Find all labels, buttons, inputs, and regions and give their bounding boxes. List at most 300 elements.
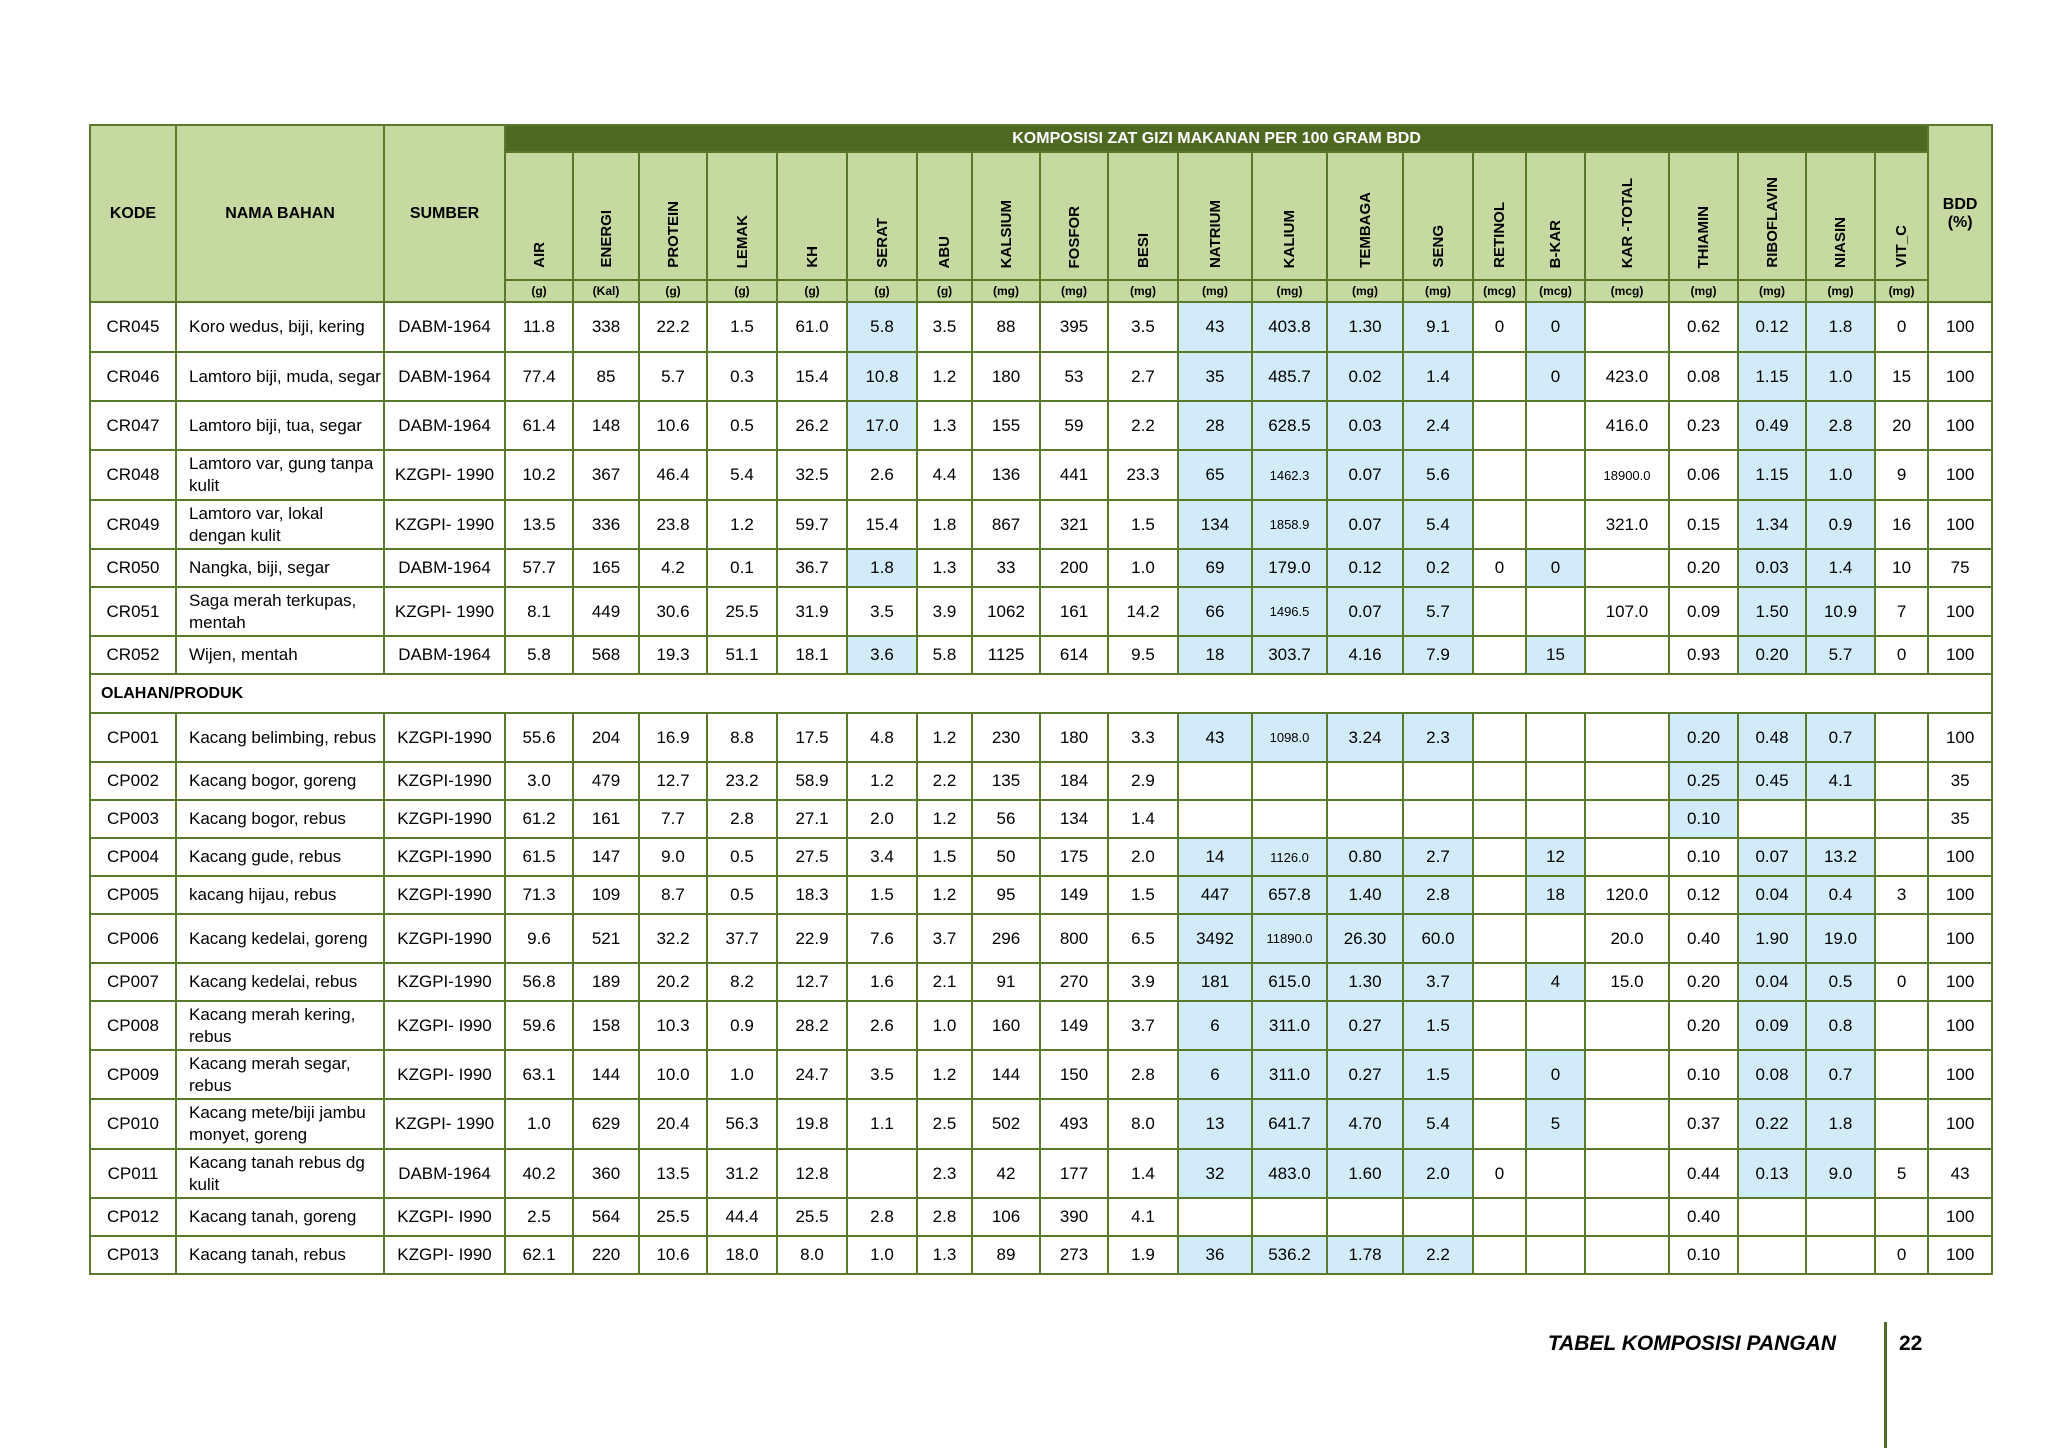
header-unit: (mcg) — [1526, 280, 1585, 302]
cell-bdd: 75 — [1928, 549, 1992, 587]
cell-value: 0 — [1526, 549, 1585, 587]
cell-value: 144 — [573, 1050, 639, 1099]
cell-value: 5.8 — [917, 636, 972, 674]
cell-value: 2.3 — [1403, 713, 1473, 762]
cell-value: 0.3 — [707, 352, 777, 401]
cell-value: 5.7 — [639, 352, 707, 401]
cell-value: 59 — [1040, 401, 1108, 450]
cell-value — [1252, 762, 1327, 800]
cell-value: 25.5 — [707, 587, 777, 636]
header-unit: (mg) — [972, 280, 1040, 302]
nutrient-label: THIAMIN — [1695, 205, 1712, 268]
cell-value — [1526, 914, 1585, 963]
cell-value: 273 — [1040, 1236, 1108, 1274]
cell-value — [1585, 838, 1669, 876]
cell-value — [1526, 762, 1585, 800]
cell-value: 1.4 — [1806, 549, 1875, 587]
header-unit: (mg) — [1806, 280, 1875, 302]
table-row — [90, 1001, 1992, 1050]
cell-value: 61.2 — [505, 800, 573, 838]
header-nutrient — [917, 152, 972, 280]
cell-value: 9.1 — [1403, 302, 1473, 352]
cell-value: 19.0 — [1806, 914, 1875, 963]
cell-value: 16.9 — [639, 713, 707, 762]
cell-value: 1.5 — [1403, 1001, 1473, 1050]
cell-value: 57.7 — [505, 549, 573, 587]
cell-value — [1403, 1198, 1473, 1236]
cell-nama-bahan: Lamtoro var, lokal dengan kulit — [176, 500, 384, 549]
cell-value: 0.5 — [707, 838, 777, 876]
cell-value: 0.7 — [1806, 713, 1875, 762]
table-row — [90, 450, 1992, 500]
nutrient-label: ABU — [936, 235, 953, 268]
cell-kode: CP005 — [90, 876, 176, 914]
cell-value: 107.0 — [1585, 587, 1669, 636]
cell-value — [1585, 713, 1669, 762]
cell-value: 1496.5 — [1252, 587, 1327, 636]
header-unit: (Kal) — [573, 280, 639, 302]
cell-value: 423.0 — [1585, 352, 1669, 401]
cell-value: 0.12 — [1738, 302, 1806, 352]
cell-value: 0.9 — [707, 1001, 777, 1050]
cell-bdd: 100 — [1928, 636, 1992, 674]
cell-value: 0.10 — [1669, 800, 1738, 838]
cell-value: 336 — [573, 500, 639, 549]
cell-value: 0.20 — [1738, 636, 1806, 674]
cell-value: 18.0 — [707, 1236, 777, 1274]
cell-value: 7 — [1875, 587, 1928, 636]
cell-value: 1.4 — [1108, 800, 1178, 838]
cell-value: 150 — [1040, 1050, 1108, 1099]
table-row — [90, 876, 1992, 914]
cell-value: 58.9 — [777, 762, 847, 800]
header-unit: (mg) — [1403, 280, 1473, 302]
cell-value: 60.0 — [1403, 914, 1473, 963]
cell-value — [1585, 302, 1669, 352]
header-bdd: BDD (%) — [1928, 125, 1992, 302]
cell-value: 1.4 — [1403, 352, 1473, 401]
cell-bdd: 43 — [1928, 1149, 1992, 1198]
cell-kode: CP004 — [90, 838, 176, 876]
cell-value: 0.07 — [1327, 450, 1403, 500]
cell-value: 71.3 — [505, 876, 573, 914]
cell-value: 184 — [1040, 762, 1108, 800]
cell-value — [1526, 800, 1585, 838]
cell-value — [1585, 1050, 1669, 1099]
cell-value: 0.20 — [1669, 963, 1738, 1001]
section-label: OLAHAN/PRODUK — [90, 674, 1992, 713]
cell-value: 0.20 — [1669, 549, 1738, 587]
nutrient-label: KALSIUM — [997, 199, 1015, 268]
cell-kode: CP002 — [90, 762, 176, 800]
cell-value: 9.0 — [1806, 1149, 1875, 1198]
cell-value — [1585, 1236, 1669, 1274]
cell-value: 2.2 — [1403, 1236, 1473, 1274]
cell-value: 800 — [1040, 914, 1108, 963]
cell-value: 0.22 — [1738, 1099, 1806, 1149]
header-unit: (g) — [917, 280, 972, 302]
cell-sumber: KZGPI- 1990 — [384, 500, 505, 549]
cell-sumber: KZGPI- I990 — [384, 1198, 505, 1236]
cell-value: 18.1 — [777, 636, 847, 674]
cell-value: 4.1 — [1806, 762, 1875, 800]
nutrient-label: SENG — [1429, 225, 1447, 268]
cell-value — [847, 1149, 917, 1198]
cell-value — [1585, 1198, 1669, 1236]
cell-value: 296 — [972, 914, 1040, 963]
table-row — [90, 1236, 1992, 1274]
cell-value: 1.2 — [707, 500, 777, 549]
cell-nama-bahan: kacang hijau, rebus — [176, 876, 384, 914]
nutrient-label: VIT_C — [1893, 225, 1911, 268]
cell-nama-bahan: Wijen, mentah — [176, 636, 384, 674]
cell-nama-bahan: Kacang bogor, goreng — [176, 762, 384, 800]
cell-value: 15.4 — [777, 352, 847, 401]
cell-value: 1.1 — [847, 1099, 917, 1149]
cell-value: 0.5 — [707, 401, 777, 450]
cell-bdd: 100 — [1928, 352, 1992, 401]
cell-value: 65 — [1178, 450, 1252, 500]
cell-value: 26.2 — [777, 401, 847, 450]
cell-value — [1526, 713, 1585, 762]
cell-value: 135 — [972, 762, 1040, 800]
footer-divider — [1884, 1322, 1887, 1448]
cell-value: 25.5 — [777, 1198, 847, 1236]
cell-bdd: 100 — [1928, 713, 1992, 762]
cell-nama-bahan: Kacang merah segar, rebus — [176, 1050, 384, 1099]
table-row — [90, 838, 1992, 876]
header-unit: (mg) — [1252, 280, 1327, 302]
cell-value: 1.0 — [1806, 450, 1875, 500]
cell-value: 62.1 — [505, 1236, 573, 1274]
cell-value: 20.2 — [639, 963, 707, 1001]
cell-value: 2.3 — [917, 1149, 972, 1198]
cell-value: 13.2 — [1806, 838, 1875, 876]
cell-value: 31.2 — [707, 1149, 777, 1198]
cell-value: 149 — [1040, 1001, 1108, 1050]
cell-value: 0.08 — [1738, 1050, 1806, 1099]
cell-kode: CR046 — [90, 352, 176, 401]
cell-value — [1875, 914, 1928, 963]
cell-value: 3.5 — [847, 1050, 917, 1099]
cell-value — [1875, 1099, 1928, 1149]
cell-value: 18900.0 — [1585, 450, 1669, 500]
cell-value: 161 — [1040, 587, 1108, 636]
cell-value: 1.90 — [1738, 914, 1806, 963]
cell-value: 10.2 — [505, 450, 573, 500]
cell-kode: CR047 — [90, 401, 176, 450]
cell-sumber: KZGPI- 1990 — [384, 1099, 505, 1149]
header-nutrient — [1108, 152, 1178, 280]
header-nutrient — [505, 152, 573, 280]
cell-value: 7.6 — [847, 914, 917, 963]
table-body — [90, 302, 1992, 1274]
cell-value: 1.0 — [707, 1050, 777, 1099]
header-unit: (mg) — [1669, 280, 1738, 302]
cell-value: 1.60 — [1327, 1149, 1403, 1198]
cell-value: 2.7 — [1403, 838, 1473, 876]
cell-value: 8.8 — [707, 713, 777, 762]
cell-value: 14 — [1178, 838, 1252, 876]
nutrient-label: B-KAR — [1547, 219, 1564, 268]
cell-value: 10.9 — [1806, 587, 1875, 636]
header-nutrient — [847, 152, 917, 280]
cell-kode: CR052 — [90, 636, 176, 674]
cell-value: 0.02 — [1327, 352, 1403, 401]
cell-nama-bahan: Kacang gude, rebus — [176, 838, 384, 876]
cell-value — [1585, 1149, 1669, 1198]
cell-value: 22.2 — [639, 302, 707, 352]
cell-value: 568 — [573, 636, 639, 674]
cell-value: 9 — [1875, 450, 1928, 500]
cell-value — [1585, 636, 1669, 674]
cell-value: 867 — [972, 500, 1040, 549]
cell-value: 0.37 — [1669, 1099, 1738, 1149]
cell-value: 2.8 — [1108, 1050, 1178, 1099]
cell-kode: CR048 — [90, 450, 176, 500]
header-unit: (mcg) — [1473, 280, 1526, 302]
cell-value: 32.5 — [777, 450, 847, 500]
cell-value: 2.8 — [1403, 876, 1473, 914]
nutrient-label: ENERGI — [597, 210, 615, 268]
cell-value: 5.4 — [707, 450, 777, 500]
cell-value — [1178, 762, 1252, 800]
header-nutrient — [639, 152, 707, 280]
cell-value: 44.4 — [707, 1198, 777, 1236]
cell-value: 0.40 — [1669, 914, 1738, 963]
cell-value: 161 — [573, 800, 639, 838]
cell-value: 30.6 — [639, 587, 707, 636]
cell-value: 2.1 — [917, 963, 972, 1001]
cell-value: 23.8 — [639, 500, 707, 549]
table-row — [90, 500, 1992, 549]
cell-value: 3492 — [1178, 914, 1252, 963]
cell-value: 1858.9 — [1252, 500, 1327, 549]
header-nutrient — [1178, 152, 1252, 280]
cell-value: 4.8 — [847, 713, 917, 762]
cell-value — [1806, 800, 1875, 838]
cell-value: 2.6 — [847, 1001, 917, 1050]
cell-kode: CR049 — [90, 500, 176, 549]
cell-nama-bahan: Kacang tanah, goreng — [176, 1198, 384, 1236]
cell-value — [1875, 762, 1928, 800]
cell-value — [1178, 1198, 1252, 1236]
cell-value: 55.6 — [505, 713, 573, 762]
cell-value: 0 — [1875, 963, 1928, 1001]
cell-value: 3.7 — [917, 914, 972, 963]
cell-value — [1327, 762, 1403, 800]
cell-value: 181 — [1178, 963, 1252, 1001]
cell-value — [1875, 713, 1928, 762]
header-nutrient — [972, 152, 1040, 280]
cell-bdd: 100 — [1928, 914, 1992, 963]
cell-value: 441 — [1040, 450, 1108, 500]
section-row — [90, 674, 1992, 713]
header-unit: (mg) — [1327, 280, 1403, 302]
cell-value: 0 — [1875, 1236, 1928, 1274]
cell-bdd: 100 — [1928, 1001, 1992, 1050]
cell-value: 19.8 — [777, 1099, 847, 1149]
cell-value — [1585, 549, 1669, 587]
cell-value: 2.4 — [1403, 401, 1473, 450]
cell-value: 338 — [573, 302, 639, 352]
cell-kode: CP008 — [90, 1001, 176, 1050]
cell-value: 1.30 — [1327, 963, 1403, 1001]
cell-value: 2.9 — [1108, 762, 1178, 800]
cell-nama-bahan: Kacang tanah rebus dg kulit — [176, 1149, 384, 1198]
cell-value: 1.50 — [1738, 587, 1806, 636]
cell-value — [1585, 762, 1669, 800]
cell-nama-bahan: Kacang merah kering, rebus — [176, 1001, 384, 1050]
cell-value: 35 — [1178, 352, 1252, 401]
header-unit: (mg) — [1738, 280, 1806, 302]
header-nutrient — [777, 152, 847, 280]
cell-kode: CP011 — [90, 1149, 176, 1198]
nutrient-label: AIR — [530, 242, 548, 268]
cell-value: 479 — [573, 762, 639, 800]
cell-value: 32.2 — [639, 914, 707, 963]
cell-value: 2.8 — [707, 800, 777, 838]
cell-value: 1.0 — [1806, 352, 1875, 401]
cell-value: 5 — [1875, 1149, 1928, 1198]
nutrient-label: BESI — [1134, 232, 1152, 268]
cell-value — [1526, 450, 1585, 500]
cell-value — [1526, 401, 1585, 450]
cell-value — [1473, 636, 1526, 674]
cell-value: 63.1 — [505, 1050, 573, 1099]
cell-value: 15 — [1875, 352, 1928, 401]
header-unit: (mcg) — [1585, 280, 1669, 302]
cell-bdd: 35 — [1928, 800, 1992, 838]
nutrient-label: FOSFOR — [1065, 205, 1083, 268]
cell-value: 614 — [1040, 636, 1108, 674]
cell-value: 22.9 — [777, 914, 847, 963]
header-unit: (g) — [639, 280, 707, 302]
cell-value: 1098.0 — [1252, 713, 1327, 762]
cell-value: 2.8 — [1806, 401, 1875, 450]
cell-value — [1585, 1099, 1669, 1149]
cell-value: 1.2 — [917, 876, 972, 914]
cell-value: 564 — [573, 1198, 639, 1236]
cell-value: 3.5 — [1108, 302, 1178, 352]
cell-value — [1875, 800, 1928, 838]
cell-value: 536.2 — [1252, 1236, 1327, 1274]
cell-value: 5 — [1526, 1099, 1585, 1149]
cell-value: 0.03 — [1327, 401, 1403, 450]
cell-value: 0 — [1473, 549, 1526, 587]
cell-value — [1252, 800, 1327, 838]
cell-sumber: KZGPI-1990 — [384, 713, 505, 762]
cell-value: 8.2 — [707, 963, 777, 1001]
group-header: KOMPOSISI ZAT GIZI MAKANAN PER 100 GRAM BDD — [505, 125, 1928, 152]
cell-value — [1526, 587, 1585, 636]
cell-value: 1.5 — [1108, 500, 1178, 549]
cell-value — [1526, 500, 1585, 549]
cell-value: 447 — [1178, 876, 1252, 914]
cell-value: 10.6 — [639, 1236, 707, 1274]
cell-value: 390 — [1040, 1198, 1108, 1236]
header-unit: (g) — [505, 280, 573, 302]
cell-value: 483.0 — [1252, 1149, 1327, 1198]
cell-nama-bahan: Nangka, biji, segar — [176, 549, 384, 587]
cell-value: 43 — [1178, 713, 1252, 762]
cell-value: 0.03 — [1738, 549, 1806, 587]
cell-nama-bahan: Lamtoro var, gung tanpa kulit — [176, 450, 384, 500]
cell-value: 311.0 — [1252, 1050, 1327, 1099]
cell-value — [1473, 352, 1526, 401]
cell-kode: CP009 — [90, 1050, 176, 1099]
cell-value: 15.4 — [847, 500, 917, 549]
nutrient-label: RETINOL — [1491, 202, 1508, 268]
header-nutrient — [1526, 152, 1585, 280]
cell-sumber: DABM-1964 — [384, 401, 505, 450]
cell-sumber: KZGPI-1990 — [384, 838, 505, 876]
cell-value: 200 — [1040, 549, 1108, 587]
cell-bdd: 100 — [1928, 963, 1992, 1001]
cell-value: 449 — [573, 587, 639, 636]
cell-kode: CR045 — [90, 302, 176, 352]
cell-value: 5.8 — [847, 302, 917, 352]
cell-value: 77.4 — [505, 352, 573, 401]
nutrient-label: PROTEIN — [664, 201, 682, 268]
cell-value: 3.5 — [847, 587, 917, 636]
cell-value: 1.3 — [917, 1236, 972, 1274]
cell-bdd: 100 — [1928, 1050, 1992, 1099]
cell-value: 4.70 — [1327, 1099, 1403, 1149]
cell-bdd: 35 — [1928, 762, 1992, 800]
cell-value — [1473, 838, 1526, 876]
cell-value — [1327, 800, 1403, 838]
cell-value — [1473, 500, 1526, 549]
cell-value: 0.12 — [1327, 549, 1403, 587]
cell-value: 1.34 — [1738, 500, 1806, 549]
cell-value: 36 — [1178, 1236, 1252, 1274]
cell-value: 0.9 — [1806, 500, 1875, 549]
cell-value: 26.30 — [1327, 914, 1403, 963]
cell-value: 31.9 — [777, 587, 847, 636]
cell-value: 1.15 — [1738, 352, 1806, 401]
cell-value: 59.6 — [505, 1001, 573, 1050]
cell-value: 6 — [1178, 1001, 1252, 1050]
nutrient-label: NATRIUM — [1206, 199, 1224, 268]
cell-value: 18 — [1526, 876, 1585, 914]
cell-value: 61.4 — [505, 401, 573, 450]
cell-value: 0.08 — [1669, 352, 1738, 401]
cell-value: 11890.0 — [1252, 914, 1327, 963]
nutrient-label: RIBOFLAVIN — [1763, 177, 1781, 268]
cell-value: 27.5 — [777, 838, 847, 876]
cell-value: 3.6 — [847, 636, 917, 674]
cell-value: 0.10 — [1669, 1236, 1738, 1274]
cell-value: 134 — [1178, 500, 1252, 549]
table-row — [90, 1099, 1992, 1149]
cell-value: 50 — [972, 838, 1040, 876]
cell-value — [1875, 838, 1928, 876]
cell-value — [1473, 1099, 1526, 1149]
nutrient-label: NIASIN — [1832, 217, 1849, 268]
cell-value: 3.9 — [1108, 963, 1178, 1001]
cell-value — [1473, 587, 1526, 636]
cell-value: 1.0 — [1108, 549, 1178, 587]
cell-value: 0.5 — [1806, 963, 1875, 1001]
cell-value: 0.40 — [1669, 1198, 1738, 1236]
cell-value: 1.6 — [847, 963, 917, 1001]
cell-value: 4 — [1526, 963, 1585, 1001]
cell-bdd: 100 — [1928, 1236, 1992, 1274]
cell-value: 1.3 — [917, 401, 972, 450]
cell-value: 1.5 — [917, 838, 972, 876]
cell-value: 2.5 — [505, 1198, 573, 1236]
